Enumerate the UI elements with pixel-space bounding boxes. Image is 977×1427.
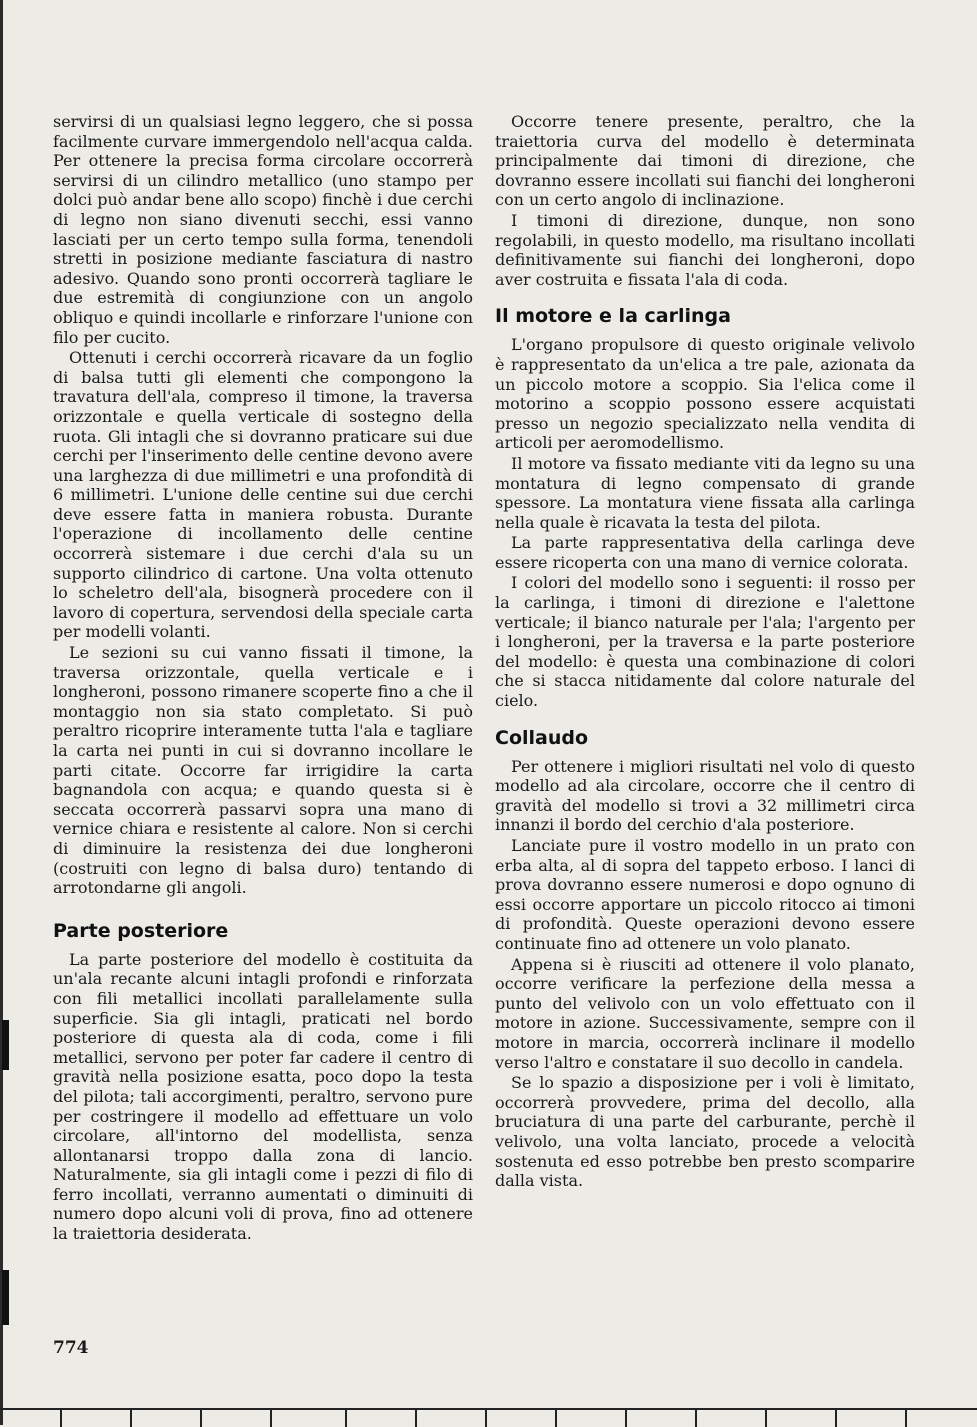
page-edge <box>0 0 3 1425</box>
paragraph: Le sezioni su cui vanno fissati il timone, la traversa orizzontale, quella verticale e i longheroni, possono rimanere scoperte fino a che il montaggio non sia stato completato. Si può peraltro ricoprire interamente tutta l'ala e tagliare la carta nei punti in cui si dovranno incollare le parti citate. Occorre far irrigidire la carta bagnandola con acqua; e quando questa si è seccata occorrerà passarvi sopra una mano di vernice chiara e resistente al calore. Non si cerchi di diminuire la resistenza dei due longheroni (costruiti con legno di balsa duro) tentando di arrotondarne gli angoli. <box>53 643 473 898</box>
paragraph: Se lo spazio a disposizione per i voli è limitato, occorrerà provvedere, prima del decollo, alla bruciatura di una parte del carburante, perchè il velivolo, una volta lanciato, procede a velocità sostenuta ed esso potrebbe ben presto scomparire dalla vista. <box>495 1073 915 1191</box>
binding-mark <box>2 1020 9 1070</box>
paragraph: L'organo propulsore di questo originale velivolo è rappresentato da un'elica a tre pale, azionata da un piccolo motore a scoppio. Sia l'elica come il motorino a scoppio possono essere acquistati presso un negozio specializzato nella vendita di articoli per aeromodellismo. <box>495 335 915 453</box>
right-column <box>495 112 915 1192</box>
page-number: 774 <box>53 1338 89 1358</box>
left-column <box>53 112 473 1245</box>
paragraph: I colori del modello sono i seguenti: il rosso per la carlinga, i timoni di direzione e l'alettone verticale; il bianco naturale per l'ala; l'argento per i longheroni, per la traversa e la parte posteriore del modello: è questa una combinazione di colori che si stacca nitidamente dal colore naturale del cielo. <box>495 573 915 711</box>
paragraph: Il motore va fissato mediante viti da legno su una montatura di legno compensato di grande spessore. La montatura viene fissata alla carlinga nella quale è ricavata la testa del pilota. <box>495 453 915 532</box>
bottom-edge-ruler <box>0 1408 977 1427</box>
paragraph: I timoni di direzione, dunque, non sono regolabili, in questo modello, ma risultano incollati definitivamente sui fianchi dei longheroni, dopo aver costruita e fissata l'ala di coda. <box>495 210 915 289</box>
paragraph: servirsi di un qualsiasi legno leggero, che si possa facilmente curvare immergendolo nell'acqua calda. Per ottenere la precisa forma circolare occorrerà servirsi di un cilindro metallico (uno stampo per dolci può andar bene allo scopo) finchè i due cerchi di legno non siano divenuti secchi, essi vanno lasciati per un certo tempo sulla forma, tenendoli stretti in posizione mediante fasciatura di nastro adesivo. Quando sono pronti occorrerà tagliare le due estremità di congiunzione con un angolo obliquo e quindi incollarle e rinforzare l'unione con filo per cucito. <box>53 112 473 347</box>
paragraph: Lanciate pure il vostro modello in un prato con erba alta, al di sopra del tappeto erboso. I lanci di prova dovranno essere numerosi e dopo ognuno di essi occorre apportare un piccolo ritocco ai timoni di profondità. Queste operazioni devono essere continuate fino ad ottenere un volo planato. <box>495 836 915 953</box>
paragraph: La parte rappresentativa della carlinga deve essere ricoperta con una mano di vernice colorata. <box>495 533 915 572</box>
paragraph: Appena si è riusciti ad ottenere il volo planato, occorre verificare la perfezione della messa a punto del velivolo con un volo effettuato con il motore in azione. Successivamente, sempre con il motore in marcia, occorrerà inclinare il modello verso l'altro e constatare il suo decollo in candela. <box>495 954 915 1072</box>
section-heading-parte-posteriore: Parte posteriore <box>53 919 229 942</box>
section-heading-motore: Il motore e la carlinga <box>495 305 731 328</box>
paragraph: La parte posteriore del modello è costituita da un'ala recante alcuni intagli profondi e rinforzata con fili metallici incollati parallelamente sulla superficie. Sia gli intagli, praticati nel bordo posteriore di questa ala di coda, come i fili metallici, servono per poter far cadere il centro di gravità nella posizione esatta, poco dopo la testa del pilota; tali accorgimenti, peraltro, servono pure per costringere il modello ad effettuare un volo circolare, all'intorno del modellista, senza allontanarsi troppo dalla zona di lancio. Naturalmente, sia gli intagli come i pezzi di filo di ferro incollati, verranno aumentati o diminuiti di numero dopo alcuni voli di prova, fino ad ottenere la traiettoria desiderata. <box>53 949 473 1244</box>
section-heading-collaudo: Collaudo <box>495 726 589 749</box>
paragraph: Per ottenere i migliori risultati nel volo di questo modello ad ala circolare, occorre che il centro di gravità del modello si trovi a 32 millimetri circa innanzi il bordo del cerchio d'ala posteriore. <box>495 756 915 835</box>
binding-mark <box>2 1270 9 1325</box>
paragraph: Occorre tenere presente, peraltro, che la traiettoria curva del modello è determinata principalmente dai timoni di direzione, che dovranno essere incollati sui fianchi dei longheroni con un certo angolo di inclinazione. <box>495 112 915 210</box>
paragraph: Ottenuti i cerchi occorrerà ricavare da un foglio di balsa tutti gli elementi che compongono la travatura dell'ala, compreso il timone, la traversa orizzontale e quella verticale di sostegno della ruota. Gli intagli che si dovranno praticare sui due cerchi per l'inserimento delle centine devono avere una larghezza di due millimetri e una profondità di 6 millimetri. L'unione delle centine sui due cerchi deve essere fatta in maniera robusta. Durante l'operazione di incollamento delle centine occorrerà sistemare i due cerchi d'ala su un supporto cilindrico di cartone. Una volta ottenuto lo scheletro dell'ala, bisognerà procedere con il lavoro di copertura, servendosi della speciale carta per modelli volanti. <box>53 348 473 642</box>
